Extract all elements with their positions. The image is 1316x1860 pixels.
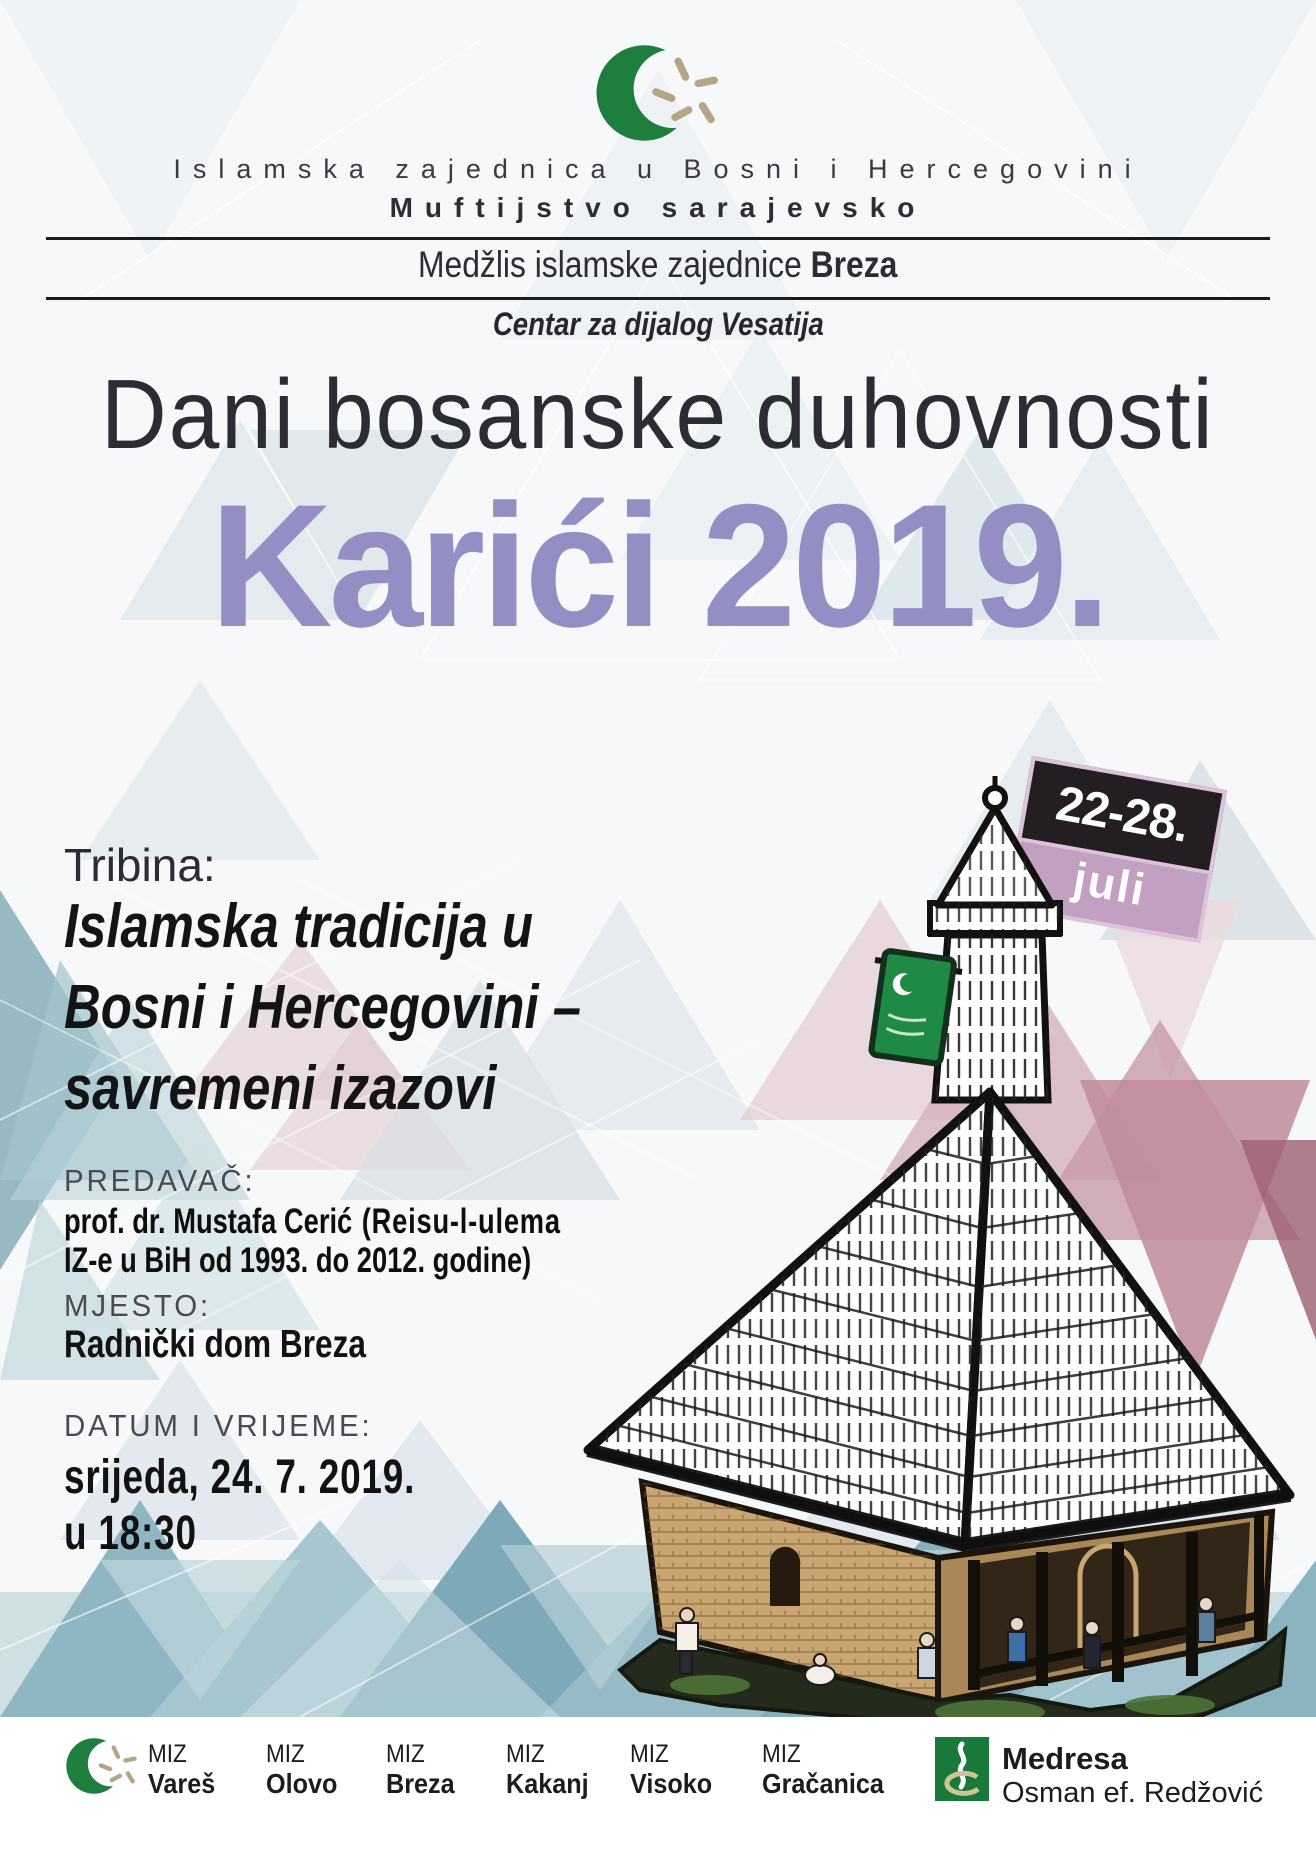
event-title: Karići 2019. <box>209 469 1107 664</box>
datum-label: DATUM I VRIJEME: <box>64 1408 373 1443</box>
medresa-subname: Osman ef. Redžović <box>1002 1777 1264 1809</box>
topic-line-3: savremeni izazovi <box>64 1054 497 1123</box>
date-badge-month: juli <box>1005 841 1212 943</box>
crescent-star-icon <box>62 1735 142 1797</box>
medresa-logo <box>935 1737 989 1806</box>
date-badge-days: 22-28. <box>1017 756 1227 875</box>
topic-line-2: Bosni i Hercegovini – <box>64 973 582 1042</box>
miz-vares: MIZ Vareš <box>148 1740 216 1799</box>
miz-kakanj: MIZ Kakanj <box>506 1740 589 1799</box>
medzlis-prefix: Medžlis islamske zajednice <box>418 244 803 285</box>
roof <box>588 1092 1290 1545</box>
iz-crescent-logo-footer <box>62 1735 142 1802</box>
medresa-text <box>1002 1741 1263 1811</box>
topic-line-1: Islamska tradicija u <box>64 892 534 961</box>
medresa-name: Medresa <box>1002 1741 1128 1776</box>
dialog-center-line: Centar za dijalog Vesatija <box>492 306 824 342</box>
datum-line-1: srijeda, 24. 7. 2019. <box>64 1451 416 1504</box>
predavac-label: PREDAVAČ: <box>64 1163 256 1198</box>
medzlis-city: Breza <box>810 244 898 285</box>
miz-gracanica: MIZ Gračanica <box>762 1740 884 1799</box>
org-name-line: Islamska zajednica u Bosni i Hercegovini <box>173 154 1143 184</box>
mjesto-value: Radnički dom Breza <box>64 1323 366 1366</box>
mosque-illustration <box>470 770 1316 1730</box>
predavac-line-1: prof. dr. Mustafa Cerić (Reisu-l-ulema <box>64 1202 561 1241</box>
miz-olovo: MIZ Olovo <box>266 1740 338 1799</box>
tribina-label: Tribina: <box>64 839 216 891</box>
crescent-star-icon <box>589 40 727 146</box>
mjesto-label: MJESTO: <box>64 1288 212 1323</box>
person <box>918 1633 936 1678</box>
divider-top <box>46 237 1270 240</box>
datum-value <box>64 1450 520 1562</box>
person <box>1198 1597 1215 1642</box>
minaret <box>928 776 1062 1100</box>
event-subtitle: Dani bosanske duhovnosti <box>101 359 1215 469</box>
calligraphy-crescent-icon <box>935 1737 989 1801</box>
footer <box>0 1717 1316 1860</box>
divider-bottom <box>46 297 1270 300</box>
medzlis-line <box>0 244 1316 286</box>
datum-line-2: u 18:30 <box>64 1507 197 1560</box>
muftijstvo-line: Muftijstvo sarajevsko <box>389 192 927 223</box>
miz-visoko: MIZ Visoko <box>630 1740 713 1799</box>
miz-breza: MIZ Breza <box>386 1740 455 1799</box>
person <box>1008 1617 1026 1662</box>
predavac-line-2: IZ-e u BiH od 1993. do 2012. godine) <box>64 1241 532 1280</box>
person <box>1084 1621 1100 1668</box>
iz-crescent-logo <box>0 40 1316 151</box>
